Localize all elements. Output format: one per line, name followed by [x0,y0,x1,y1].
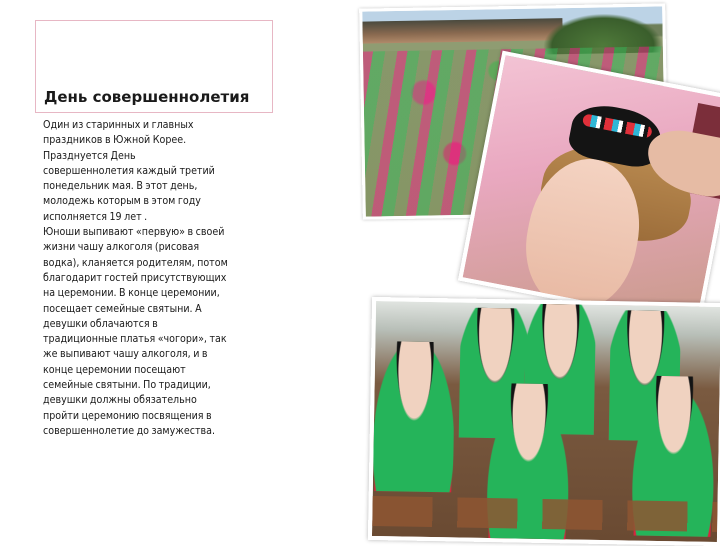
palace-roof [362,18,562,43]
title-box [35,20,273,113]
girl-portrait-photo [458,51,720,328]
low-tables [372,496,717,532]
tea-ceremony-photo [368,297,720,546]
girl-figure [373,341,456,492]
slide-title: День совершеннолетия [44,88,250,106]
slide-body-text: Один из старинных и главных праздников в Южной Корее. Празднуется День совершеннолетия каждый третий понедельник мая. В этот день, молодежь которым в этом году исполняется 19 лет . Юноши выпивают «первую» в своей жизни чашу алкоголя (рисовая водка), кланяется родителям, потом благодарит гостей присутствующих на церемонии. В конце церемонии, посещает семейные святыни. А девушки облачаются в традиционные платья «чогори», так же выпивают чашу алкоголя, и в конце церемонии посещают семейные святыни. По традиции, девушки должны обязательно пройти церемонию посвящения в совершеннолетие до замужества. [43,119,228,437]
